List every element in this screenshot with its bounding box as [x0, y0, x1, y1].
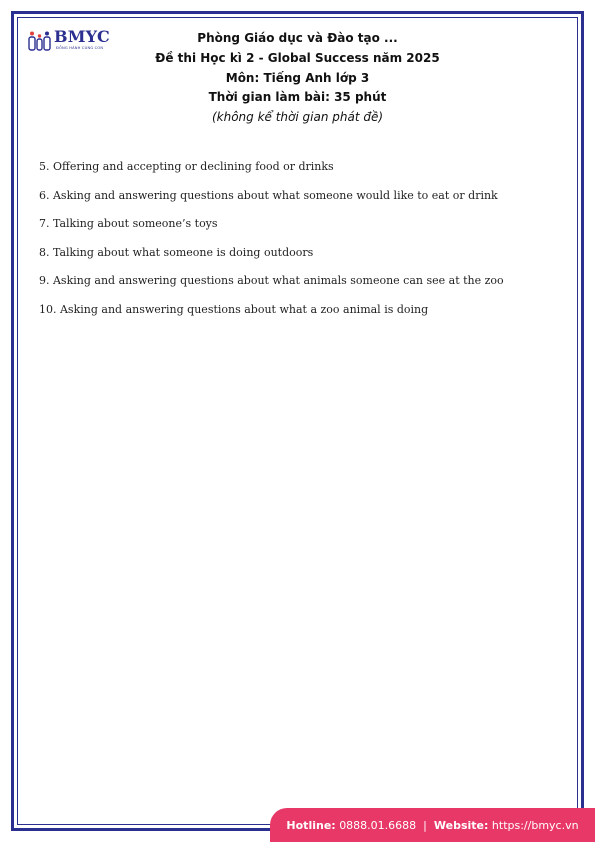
subject-line: Môn: Tiếng Anh lớp 3 — [225, 70, 370, 85]
topic-list — [39, 157, 559, 328]
exam-header — [60, 29, 535, 128]
logo-tagline: ĐỒNG HÀNH CÙNG CON — [56, 46, 104, 50]
logo-name: BMYC — [54, 27, 110, 46]
list-item: 7. Talking about someone’s toys — [39, 217, 218, 230]
list-item: 6. Asking and answering questions about what someone would like to eat or drink — [39, 188, 498, 202]
list-item: 9. Asking and answering questions about what animals someone can see at the zoo — [39, 274, 504, 287]
website-link[interactable]: https://bmyc.vn — [491, 818, 579, 832]
website-label: Website: — [433, 818, 489, 832]
logo-figures-icon — [28, 29, 52, 51]
hotline-label: Hotline: — [286, 818, 336, 832]
duration-line: Thời gian làm bài: 35 phút — [208, 90, 387, 105]
list-item: 5. Offering and accepting or declining food or drinks — [39, 160, 334, 173]
contact-footer — [270, 808, 595, 842]
footer-separator: | — [423, 818, 427, 832]
hotline-number[interactable]: 0888.01.6688 — [339, 818, 417, 832]
duration-note: (không kể thời gian phát đề) — [211, 110, 384, 125]
list-item: 8. Talking about what someone is doing outdoors — [39, 245, 314, 259]
department-title: Phòng Giáo dục và Đào tạo ... — [197, 31, 398, 45]
page-border-inner — [17, 17, 578, 825]
exam-title: Đề thi Học kì 2 - Global Success năm 2025 — [155, 50, 440, 65]
list-item: 10. Asking and answering questions about what a zoo animal is doing — [39, 302, 429, 316]
